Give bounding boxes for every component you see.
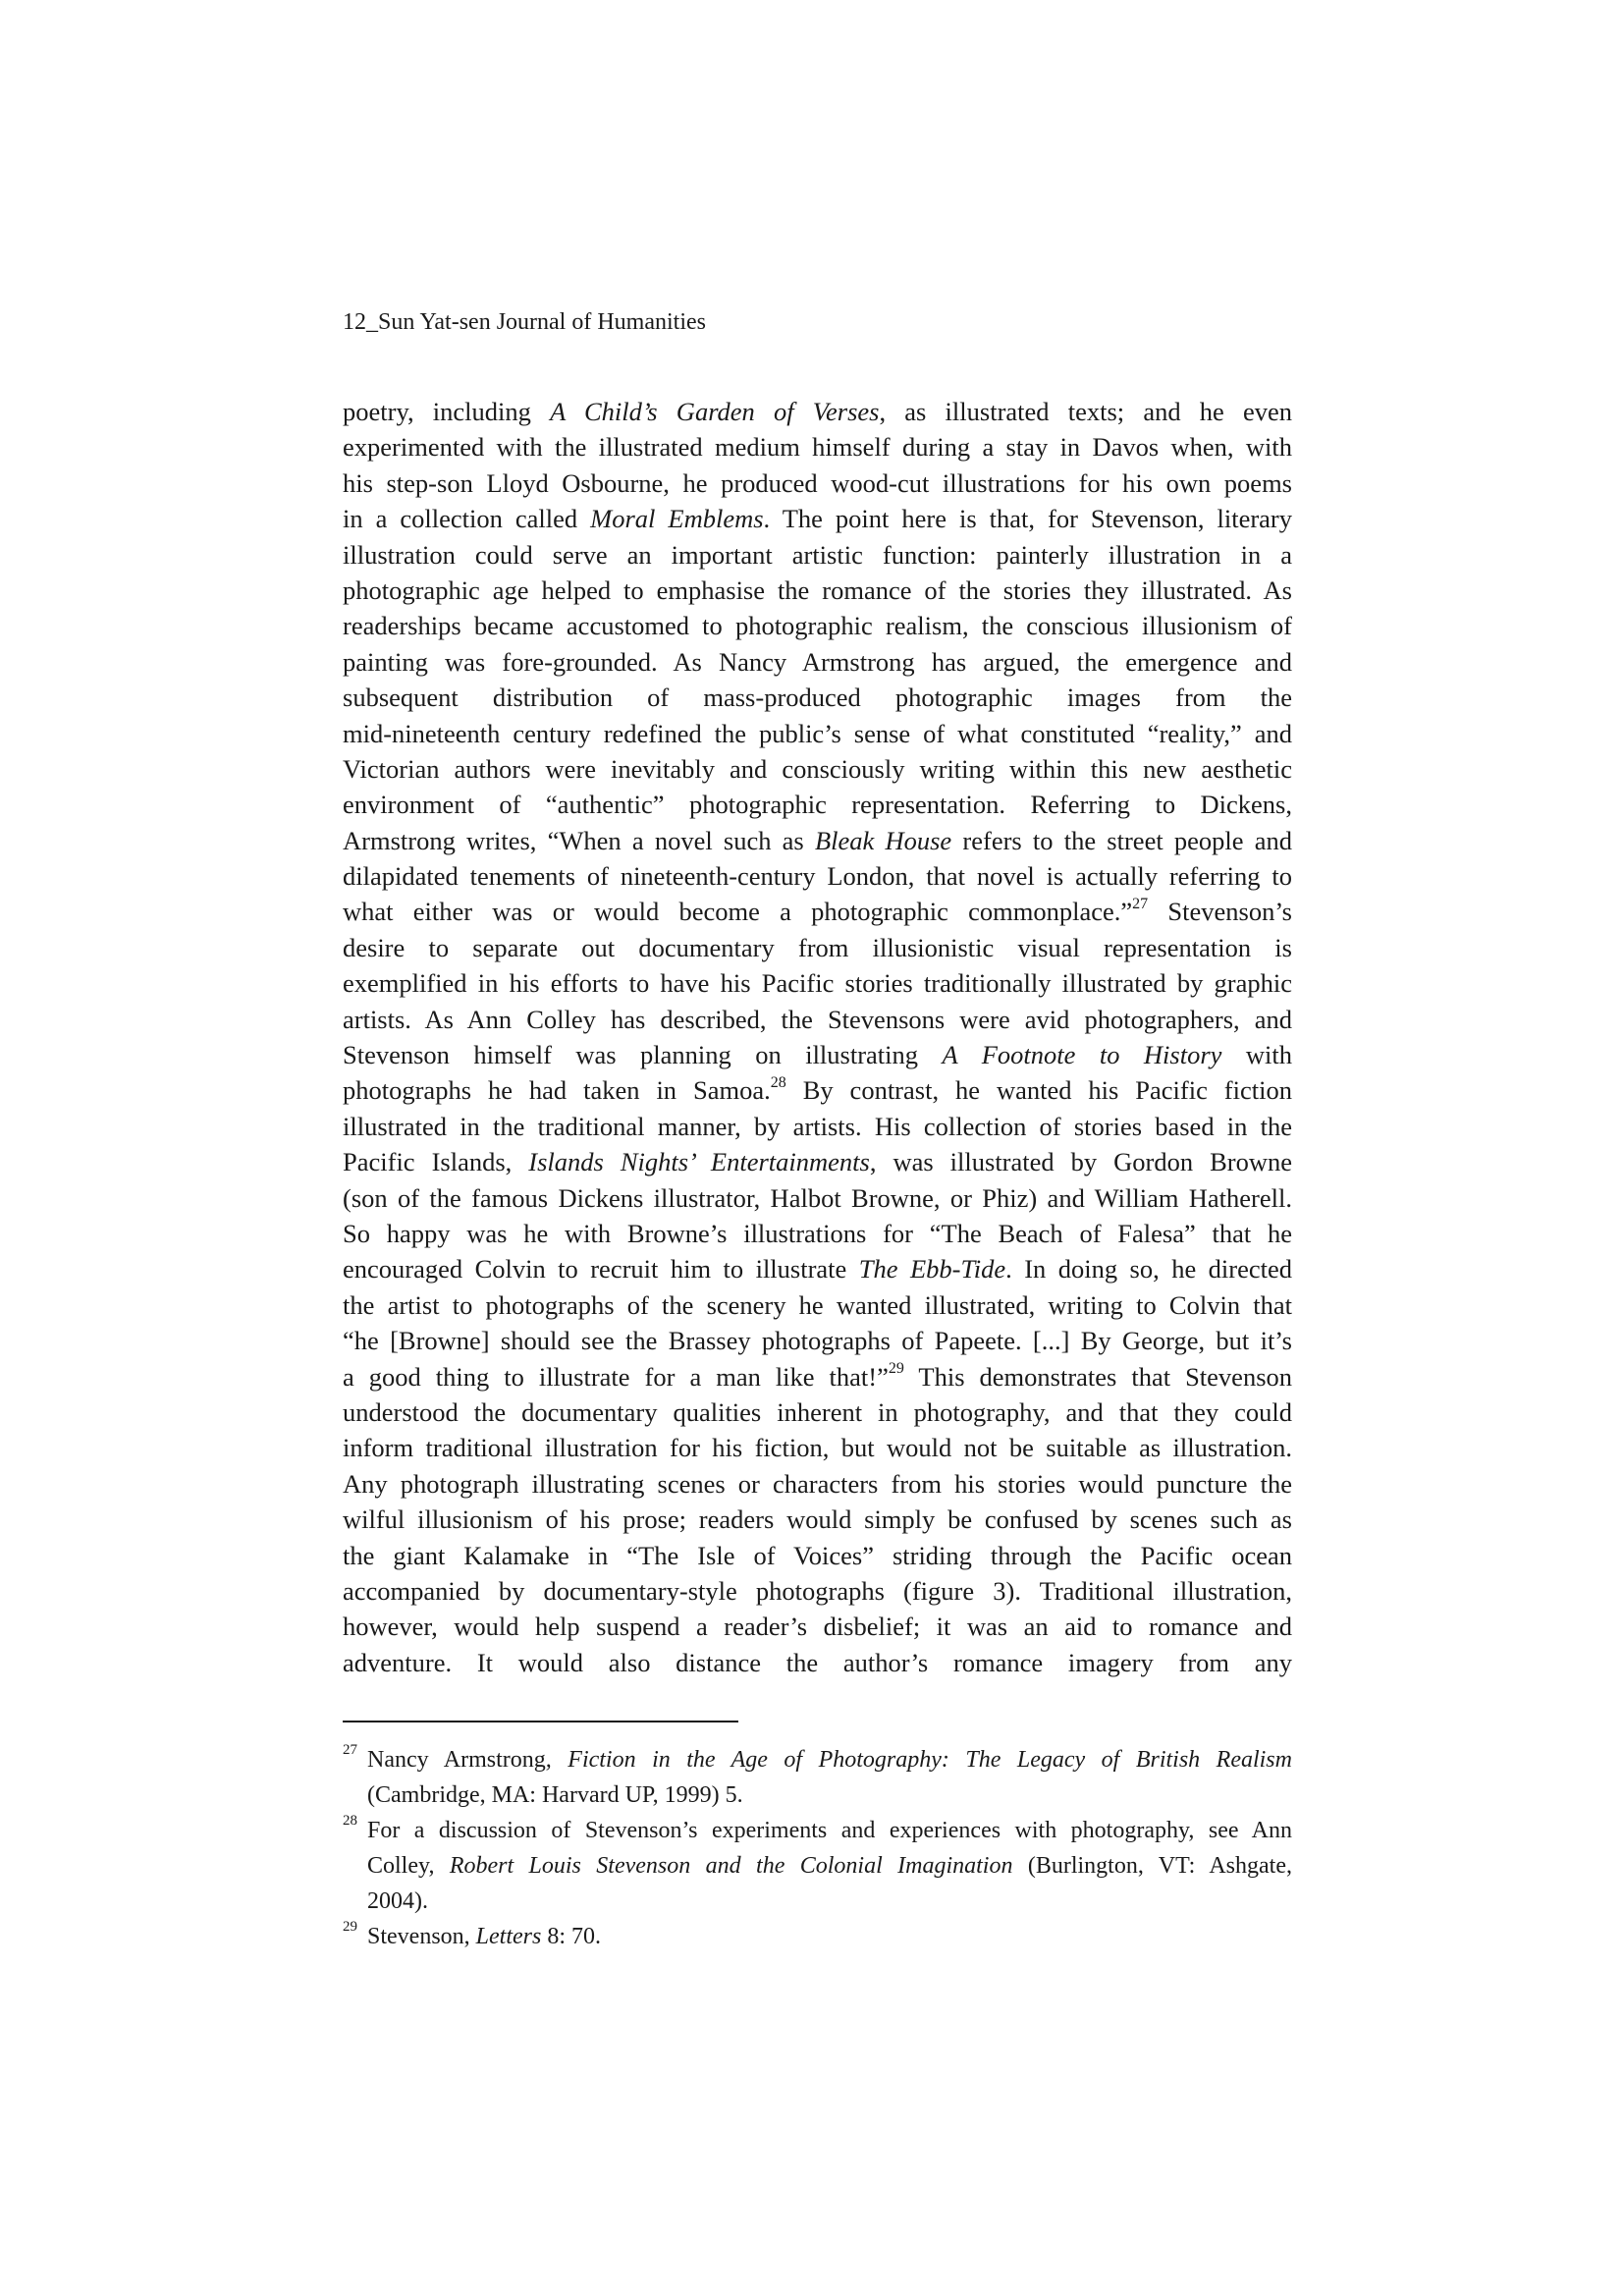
body-text: [343, 394, 1292, 1680]
italic-title: Letters: [475, 1924, 542, 1949]
text-run: however, would help suspend a reader’s disbelief; it was an aid to romance and: [343, 1612, 1292, 1642]
body-line: [343, 787, 1292, 822]
running-head: 12_Sun Yat-sen Journal of Humanities: [343, 309, 706, 335]
text-run: Stevenson,: [367, 1924, 476, 1949]
footnote-line: [367, 1742, 1292, 1777]
italic-title: Bleak House: [814, 825, 952, 855]
footnote-line: [367, 1884, 1292, 1919]
text-run: subsequent distribution of mass-produced photographic images from the: [343, 683, 1292, 713]
text-run: his step-son Lloyd Osbourne, he produced wood-cut illustrations for his own poems: [343, 467, 1292, 498]
text-run: poetry, including: [343, 397, 551, 426]
body-line: [343, 608, 1292, 643]
italic-title: , Fiction in the Age of Photography: The Legacy of British Realism: [545, 1747, 1292, 1773]
body-line: [343, 858, 1292, 894]
footnote-reference: 27: [1132, 895, 1149, 912]
body-line: [343, 1645, 1292, 1680]
text-run: encouraged Colvin to recruit him to illustrate: [343, 1254, 859, 1285]
body-line: [343, 1359, 1292, 1394]
italic-title: Moral Emblems: [590, 504, 764, 534]
text-run: Colley,: [367, 1853, 450, 1879]
text-run: Stevenson’s: [1148, 897, 1292, 927]
text-run: Stevenson himself was planning on illustrating: [343, 1040, 943, 1070]
footnote-28: [343, 1813, 1292, 1919]
text-run: dilapidated tenements of nineteenth-century London, that novel is actually referring to: [343, 861, 1292, 892]
body-line: [343, 573, 1292, 608]
text-run: . The point here is that, for Stevenson, literary: [763, 504, 1292, 534]
body-line: [343, 965, 1292, 1001]
text-run: readerships became accustomed to photographic realism, the conscious illusionism of: [343, 611, 1292, 641]
body-line: [343, 465, 1292, 501]
body-line: [343, 1144, 1292, 1179]
body-line: [343, 501, 1292, 536]
body-line: [343, 1109, 1292, 1144]
text-run: refers to the street people and: [951, 825, 1292, 855]
italic-title: A Child’s Garden of Verses: [550, 397, 880, 426]
body-line: [343, 1002, 1292, 1037]
text-run: , was illustrated by Gordon Browne: [869, 1147, 1292, 1177]
text-run: So happy was he with Browne’s illustrations for “The Beach of Falesa” that he: [343, 1218, 1292, 1248]
text-run: exemplified in his efforts to have his Pacific stories traditionally illustrated by graphic: [343, 968, 1292, 999]
body-line: [343, 1573, 1292, 1609]
body-line: [343, 716, 1292, 751]
italic-title: Robert Louis Stevenson and the Colonial Imagination: [449, 1853, 1013, 1879]
text-run: desire to separate out documentary from illusionistic visual representation is: [343, 932, 1292, 962]
footnote-number: 27: [343, 1742, 357, 1758]
body-line: [343, 1180, 1292, 1216]
body-line: [343, 1287, 1292, 1323]
footnote-reference: 29: [888, 1359, 904, 1377]
text-run: artists. As Ann Colley has described, the Stevensons were avid photographers, and: [343, 1004, 1292, 1034]
text-run: (son of the famous Dickens illustrator, Halbot Browne, or Phiz) and William Hatherell.: [343, 1182, 1292, 1213]
body-line: [343, 894, 1292, 929]
body-line: [343, 930, 1292, 965]
text-run: illustration could serve an important artistic function: painterly illustration in a: [343, 539, 1292, 570]
body-line: [343, 1216, 1292, 1251]
body-line: [343, 1430, 1292, 1465]
text-run: By contrast, he wanted his Pacific fiction: [785, 1075, 1292, 1106]
footnote-29: [343, 1919, 1292, 1954]
body-line: [343, 537, 1292, 573]
text-run: This demonstrates that Stevenson: [903, 1361, 1293, 1392]
italic-title: Islands Nights’ Entertainments: [528, 1147, 870, 1177]
text-run: 2004).: [367, 1888, 428, 1914]
text-run: what either was or would become a photographic commonplace.”: [343, 897, 1133, 927]
text-run: with: [1221, 1040, 1293, 1070]
footnote-line: [367, 1813, 1292, 1848]
footnote-separator: [343, 1721, 738, 1722]
italic-title: A Footnote to History: [942, 1040, 1222, 1070]
body-line: [343, 429, 1292, 465]
body-line: [343, 1466, 1292, 1502]
text-run: Victorian authors were inevitably and consciously writing within this new aesthetic: [343, 753, 1292, 784]
body-line: [343, 1394, 1292, 1430]
footnote-reference: 28: [770, 1073, 786, 1091]
text-run: illustrated in the traditional manner, by artists. His collection of stories based in the: [343, 1111, 1292, 1141]
text-run: a good thing to illustrate for a man like that!”: [343, 1361, 889, 1392]
body-line: [343, 644, 1292, 680]
text-run: painting was fore-grounded. As Nancy Armstrong has argued, the emergence and: [343, 646, 1292, 677]
footnote-line: [367, 1919, 1292, 1954]
body-line: [343, 1251, 1292, 1286]
body-line: [343, 1538, 1292, 1573]
text-run: Any photograph illustrating scenes or characters from his stories would puncture the: [343, 1468, 1292, 1499]
text-run: accompanied by documentary-style photographs (figure 3). Traditional illustration,: [343, 1575, 1292, 1606]
body-line: [343, 823, 1292, 858]
text-run: wilful illusionism of his prose; readers would simply be confused by scenes such as: [343, 1504, 1292, 1535]
text-run: experimented with the illustrated medium himself during a stay in Davos when, with: [343, 432, 1292, 463]
footnotes: [343, 1742, 1292, 1954]
text-run: “he [Browne] should see the Brassey photographs of Papeete. [...] By George, but it’s: [343, 1326, 1292, 1356]
text-run: environment of “authentic” photographic representation. Referring to Dickens,: [343, 790, 1292, 820]
text-run: . In doing so, he directed: [1005, 1254, 1292, 1285]
text-run: inform traditional illustration for his fiction, but would not be suitable as illustration.: [343, 1433, 1292, 1463]
text-run: (Cambridge, MA: Harvard UP, 1999) 5.: [367, 1782, 743, 1808]
text-run: For a discussion of Stevenson’s experiments and experiences with photography, see Ann: [367, 1818, 1292, 1843]
text-run: 8: 70.: [541, 1924, 602, 1949]
text-run: Pacific Islands,: [343, 1147, 529, 1177]
body-line: [343, 1072, 1292, 1108]
text-run: (Burlington, VT: Ashgate,: [1012, 1853, 1292, 1879]
footnote-number: 28: [343, 1813, 357, 1829]
footnote-number: 29: [343, 1919, 357, 1935]
footnote-line: [367, 1848, 1292, 1884]
text-run: in a collection called: [343, 504, 591, 534]
text-run: , as illustrated texts; and he even: [879, 397, 1293, 426]
body-line: [343, 1323, 1292, 1358]
text-run: understood the documentary qualities inherent in photography, and that they could: [343, 1396, 1292, 1427]
body-line: [343, 1609, 1292, 1644]
body-line: [343, 680, 1292, 715]
text-run: the artist to photographs of the scenery he wanted illustrated, writing to Colvin that: [343, 1289, 1292, 1320]
text-run: Nancy Armstrong: [367, 1747, 546, 1773]
footnote-line: [367, 1777, 1292, 1813]
footnote-27: [343, 1742, 1292, 1813]
text-run: Armstrong writes, “When a novel such as: [343, 825, 815, 855]
text-run: mid-nineteenth century redefined the public’s sense of what constituted “reality,” and: [343, 718, 1292, 748]
body-line: [343, 751, 1292, 787]
body-line: [343, 1502, 1292, 1537]
text-run: adventure. It would also distance the author’s romance imagery from any: [343, 1647, 1292, 1677]
text-run: photographic age helped to emphasise the romance of the stories they illustrated. As: [343, 574, 1292, 605]
text-run: the giant Kalamake in “The Isle of Voices” striding through the Pacific ocean: [343, 1540, 1292, 1570]
body-line: [343, 394, 1292, 429]
body-line: [343, 1037, 1292, 1072]
text-run: photographs he had taken in Samoa.: [343, 1075, 771, 1106]
italic-title: The Ebb-Tide: [858, 1254, 1006, 1285]
